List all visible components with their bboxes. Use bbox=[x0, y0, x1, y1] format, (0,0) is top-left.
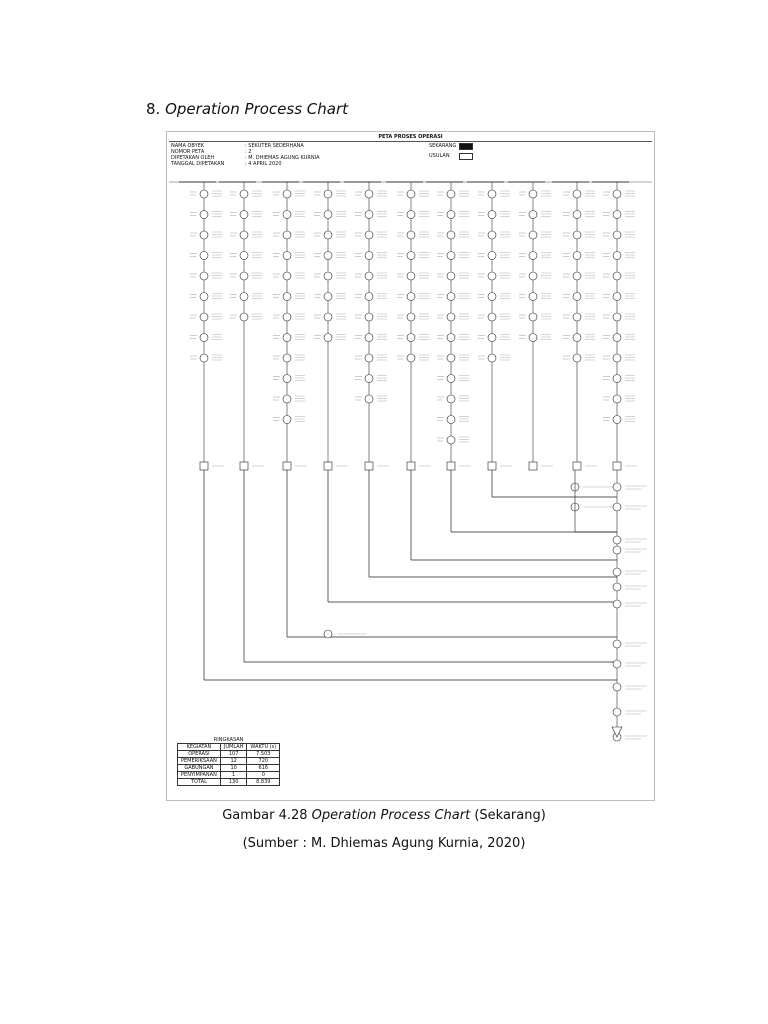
inspection-symbol bbox=[324, 462, 332, 470]
assembly-symbol bbox=[613, 546, 621, 554]
legend-current-label: SEKARANG bbox=[429, 143, 457, 149]
operation-symbol bbox=[573, 313, 581, 321]
assembly-symbol bbox=[613, 640, 621, 648]
value-dipetakan-oleh: : M. DHIEMAS AGUNG KURNIA bbox=[245, 155, 320, 161]
operation-symbol bbox=[240, 252, 248, 260]
operation-symbol bbox=[365, 272, 373, 280]
operation-symbol bbox=[488, 190, 496, 198]
inspection-symbol bbox=[407, 462, 415, 470]
operation-symbol bbox=[365, 313, 373, 321]
operation-symbol bbox=[447, 190, 455, 198]
section-number: 8. bbox=[146, 100, 161, 118]
legend-proposed-label: USULAN bbox=[429, 153, 450, 159]
operation-symbol bbox=[283, 211, 291, 219]
assembly-symbol bbox=[613, 503, 621, 511]
operation-symbol bbox=[613, 211, 621, 219]
operation-symbol bbox=[447, 375, 455, 383]
label-tanggal: TANGGAL DIPETAKAN bbox=[171, 161, 225, 167]
operation-symbol bbox=[407, 334, 415, 342]
caption-prefix: Gambar 4.28 bbox=[222, 808, 312, 823]
assembly-symbol bbox=[613, 660, 621, 668]
operation-symbol bbox=[240, 190, 248, 198]
summary-cell: 1 bbox=[220, 772, 247, 779]
assembly-symbol bbox=[613, 708, 621, 716]
inspection-symbol bbox=[365, 462, 373, 470]
operation-symbol bbox=[365, 354, 373, 362]
operation-symbol bbox=[324, 190, 332, 198]
operation-symbol bbox=[283, 293, 291, 301]
summary-cell: 10 bbox=[220, 765, 247, 772]
operation-symbol bbox=[365, 190, 373, 198]
operation-symbol bbox=[447, 252, 455, 260]
section-title: Operation Process Chart bbox=[165, 100, 348, 118]
inspection-symbol bbox=[529, 462, 537, 470]
summary-cell: 8.839 bbox=[247, 779, 280, 786]
inspection-symbol bbox=[447, 462, 455, 470]
summary-cell: 720 bbox=[247, 758, 280, 765]
assembly-symbol bbox=[613, 683, 621, 691]
operation-symbol bbox=[365, 231, 373, 239]
operation-symbol bbox=[613, 354, 621, 362]
operation-symbol bbox=[324, 313, 332, 321]
operation-symbol bbox=[447, 395, 455, 403]
summary-cell: 616 bbox=[247, 765, 280, 772]
operation-symbol bbox=[283, 354, 291, 362]
operation-symbol bbox=[447, 416, 455, 424]
operation-symbol bbox=[488, 293, 496, 301]
assembly-symbol bbox=[613, 483, 621, 491]
operation-symbol bbox=[407, 354, 415, 362]
operation-symbol bbox=[324, 211, 332, 219]
operation-symbol bbox=[407, 190, 415, 198]
assembly-symbol bbox=[613, 600, 621, 608]
operation-symbol bbox=[529, 272, 537, 280]
operation-symbol bbox=[488, 211, 496, 219]
operation-symbol bbox=[529, 334, 537, 342]
operation-symbol bbox=[447, 436, 455, 444]
inspection-symbol bbox=[283, 462, 291, 470]
operation-symbol bbox=[365, 334, 373, 342]
operation-symbol bbox=[529, 252, 537, 260]
operation-symbol bbox=[407, 272, 415, 280]
operation-symbol bbox=[488, 252, 496, 260]
operation-symbol bbox=[573, 231, 581, 239]
operation-symbol bbox=[447, 293, 455, 301]
operation-symbol bbox=[488, 334, 496, 342]
operation-symbol bbox=[240, 272, 248, 280]
label-nama-obyek: NAMA OBYEK bbox=[171, 143, 205, 149]
summary-cell: 7.503 bbox=[247, 751, 280, 758]
operation-symbol bbox=[613, 375, 621, 383]
summary-cell: OPERASI bbox=[178, 751, 221, 758]
operation-symbol bbox=[573, 252, 581, 260]
operation-symbol bbox=[447, 354, 455, 362]
summary-cell: GABUNGAN bbox=[178, 765, 221, 772]
operation-symbol bbox=[613, 313, 621, 321]
summary-cell: PEMERIKSAAN bbox=[178, 758, 221, 765]
operation-symbol bbox=[324, 293, 332, 301]
operation-symbol bbox=[613, 252, 621, 260]
operation-symbol bbox=[324, 252, 332, 260]
operation-symbol bbox=[488, 272, 496, 280]
operation-symbol bbox=[365, 211, 373, 219]
inspection-symbol bbox=[200, 462, 208, 470]
operation-symbol bbox=[240, 293, 248, 301]
operation-symbol bbox=[573, 190, 581, 198]
operation-symbol bbox=[365, 252, 373, 260]
operation-symbol bbox=[240, 211, 248, 219]
operation-symbol bbox=[283, 395, 291, 403]
assembly-symbol bbox=[613, 568, 621, 576]
operation-symbol bbox=[613, 231, 621, 239]
operation-symbol bbox=[283, 334, 291, 342]
operation-symbol bbox=[240, 313, 248, 321]
operation-symbol bbox=[407, 313, 415, 321]
caption-suffix: (Sekarang) bbox=[470, 808, 546, 823]
figure-source: (Sumber : M. Dhiemas Agung Kurnia, 2020) bbox=[242, 836, 526, 851]
operation-symbol bbox=[365, 375, 373, 383]
caption-italic: Operation Process Chart bbox=[311, 808, 471, 823]
operation-symbol bbox=[529, 231, 537, 239]
summary-cell: 130 bbox=[220, 779, 247, 786]
operation-symbol bbox=[200, 272, 208, 280]
summary-cell: PENYIMPANAN bbox=[178, 772, 221, 779]
operation-symbol bbox=[407, 293, 415, 301]
operation-symbol bbox=[613, 272, 621, 280]
operation-symbol bbox=[365, 395, 373, 403]
operation-symbol bbox=[573, 272, 581, 280]
operation-symbol bbox=[529, 313, 537, 321]
inspection-symbol bbox=[240, 462, 248, 470]
operation-symbol bbox=[447, 211, 455, 219]
summary-cell: 12 bbox=[220, 758, 247, 765]
operation-symbol bbox=[613, 190, 621, 198]
combined-symbol bbox=[324, 630, 332, 638]
operation-symbol bbox=[324, 334, 332, 342]
operation-symbol bbox=[407, 252, 415, 260]
operation-symbol bbox=[283, 416, 291, 424]
operation-symbol bbox=[488, 231, 496, 239]
operation-symbol bbox=[447, 272, 455, 280]
summary-title: RINGKASAN bbox=[178, 737, 280, 744]
section-heading bbox=[146, 100, 348, 118]
assembly-symbol bbox=[613, 583, 621, 591]
summary-header: JUMLAH bbox=[220, 744, 247, 751]
inspection-symbol bbox=[488, 462, 496, 470]
operation-symbol bbox=[283, 190, 291, 198]
operation-symbol bbox=[283, 375, 291, 383]
figure-caption bbox=[0, 808, 768, 823]
operation-symbol bbox=[324, 272, 332, 280]
operation-symbol bbox=[200, 293, 208, 301]
summary-header: WAKTU (s) bbox=[247, 744, 280, 751]
chart-title: PETA PROSES OPERASI bbox=[378, 134, 443, 140]
operation-symbol bbox=[200, 190, 208, 198]
operation-symbol bbox=[488, 354, 496, 362]
operation-process-chart bbox=[166, 131, 655, 801]
operation-symbol bbox=[200, 211, 208, 219]
operation-symbol bbox=[488, 313, 496, 321]
operation-symbol bbox=[613, 334, 621, 342]
operation-symbol bbox=[200, 313, 208, 321]
operation-symbol bbox=[447, 313, 455, 321]
operation-symbol bbox=[200, 334, 208, 342]
operation-symbol bbox=[407, 211, 415, 219]
operation-symbol bbox=[529, 211, 537, 219]
operation-symbol bbox=[529, 293, 537, 301]
operation-symbol bbox=[283, 252, 291, 260]
operation-symbol bbox=[613, 416, 621, 424]
operation-symbol bbox=[200, 252, 208, 260]
operation-symbol bbox=[613, 395, 621, 403]
value-nomor-peta: : 2 bbox=[245, 149, 252, 155]
operation-symbol bbox=[529, 190, 537, 198]
operation-symbol bbox=[573, 334, 581, 342]
operation-symbol bbox=[283, 313, 291, 321]
operation-symbol bbox=[283, 231, 291, 239]
operation-symbol bbox=[407, 231, 415, 239]
value-tanggal: : 4 APRIL 2020 bbox=[245, 161, 282, 167]
operation-symbol bbox=[573, 354, 581, 362]
summary-cell: 107 bbox=[220, 751, 247, 758]
operation-symbol bbox=[365, 293, 373, 301]
operation-symbol bbox=[324, 231, 332, 239]
assembly-symbol bbox=[613, 536, 621, 544]
operation-symbol bbox=[573, 293, 581, 301]
operation-symbol bbox=[613, 293, 621, 301]
operation-symbol bbox=[240, 231, 248, 239]
operation-symbol bbox=[200, 354, 208, 362]
value-nama-obyek: : SEKUTER SEDERHANA bbox=[245, 143, 304, 149]
process-diagram bbox=[167, 132, 654, 800]
inspection-symbol bbox=[573, 462, 581, 470]
summary-table bbox=[177, 737, 280, 786]
operation-symbol bbox=[447, 231, 455, 239]
summary-cell: TOTAL bbox=[178, 779, 221, 786]
label-nomor-peta: NOMOR PETA bbox=[171, 149, 205, 155]
operation-symbol bbox=[573, 211, 581, 219]
operation-symbol bbox=[447, 334, 455, 342]
summary-cell: 0 bbox=[247, 772, 280, 779]
summary-header: KEGIATAN bbox=[178, 744, 221, 751]
inspection-symbol bbox=[613, 462, 621, 470]
operation-symbol bbox=[283, 272, 291, 280]
label-dipetakan-oleh: DIPETAKAN OLEH bbox=[171, 155, 215, 161]
operation-symbol bbox=[200, 231, 208, 239]
